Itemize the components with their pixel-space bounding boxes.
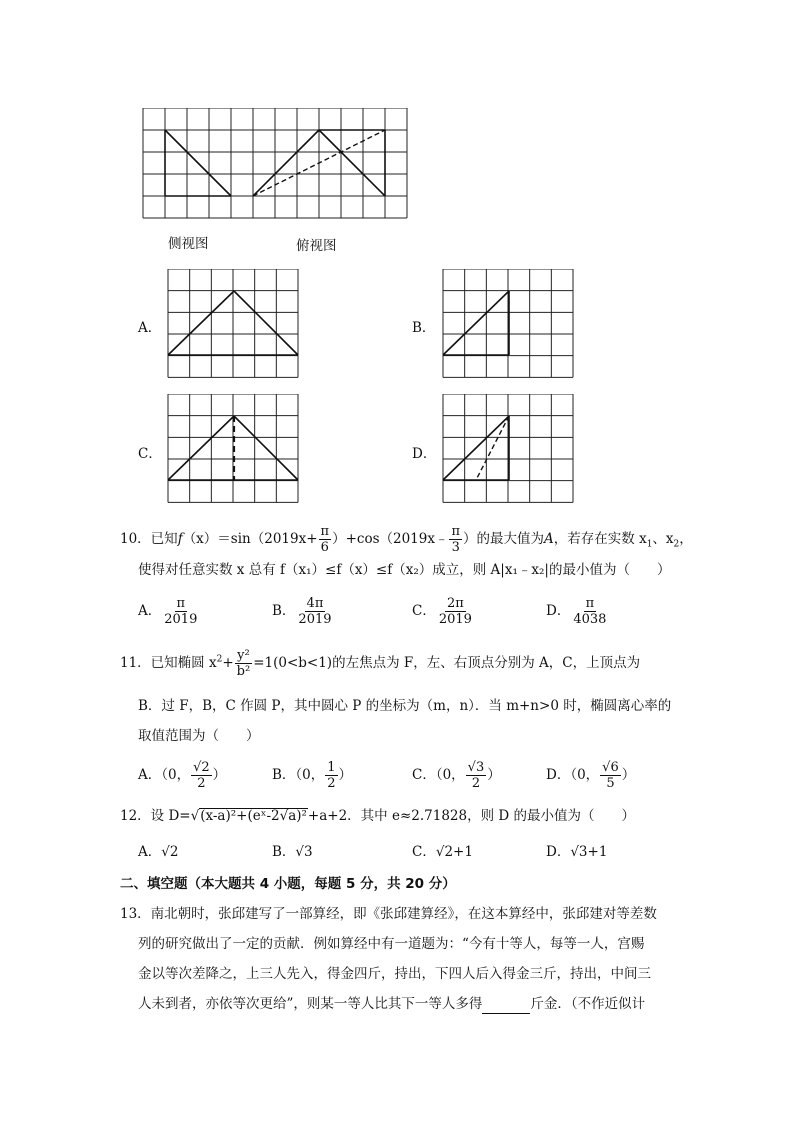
question-11-line2: B．过 F，B，C 作圆 P，其中圆心 P 的坐标为（m，n）．当 m+n>0 时，椭圆离心率的 xyxy=(138,698,672,714)
q11-option-b[interactable]: B．（0， $\frac{1}{2}$ ） xyxy=(272,760,353,791)
q11-option-d[interactable]: D．（0， $\frac{√6}{5}$ ） xyxy=(546,760,636,791)
question-11-line1: 11．已知椭圆 $x^2+$ $\frac{\text{y²}}{\text{b²}}$ =1(0<b<1)的左焦点为 F，左、右顶点分别为 A，C，上顶点为 xyxy=(120,648,641,679)
section-heading: 二、填空题（本大题共 4 小题，每题 5 分，共 20 分） xyxy=(120,876,456,892)
q10-option-b[interactable]: B． $\frac{4\pi}{2019}$ xyxy=(272,596,332,627)
option-c-label[interactable]: C． xyxy=(138,446,162,462)
q12-option-b[interactable]: B．√3 xyxy=(272,844,313,860)
option-a-label[interactable]: A． xyxy=(138,320,162,336)
option-d-figure[interactable] xyxy=(441,394,575,506)
q10-option-c[interactable]: C． $\frac{2\pi}{2019}$ xyxy=(412,596,472,627)
top-view-edge xyxy=(253,130,319,196)
question-13-line1: 13．南北朝时，张邱建写了一部算经，即《张邱建算经》，在这本算经中，张邱建对等差数 xyxy=(120,906,657,922)
option-b-label[interactable]: B． xyxy=(412,320,436,336)
question-10-line1: 10．已知f（x）＝sin（2019x+ $\frac{\pi}{6}$ ）+cos（2019x﹣ $\frac{\pi}{3}$ ）的最大值为A，若存在实数 $x_1$、$x_2$， xyxy=(120,524,693,555)
q10-option-d[interactable]: D． $\frac{\pi}{4038}$ xyxy=(546,596,607,627)
question-11-line3: 取值范围为（ ） xyxy=(138,728,260,744)
question-13-line4: 人未到者，亦依等次更给”，则某一等人比其下一等人多得 斤金．（不作近似计 xyxy=(138,996,646,1012)
top-view-edge xyxy=(319,130,385,196)
question-10-line2: 使得对任意实数 x 总有 f（x₁）≤f（x）≤f（x₂）成立，则 A|x₁﹣x₂|的最小值为（ ） xyxy=(138,562,671,578)
q11-option-a[interactable]: A．（0， $\frac{√2}{2}$ ） xyxy=(138,760,227,791)
answer-blank[interactable] xyxy=(482,999,530,1014)
q11-option-c[interactable]: C．（0， $\frac{√3}{2}$ ） xyxy=(412,760,501,791)
question-12-line1: 12．设 D=√(x-a)²+(eˣ-2√a)²+a+2．其中 e≈2.71828，则 D 的最小值为（ ） xyxy=(120,808,636,824)
option-d-label[interactable]: D． xyxy=(412,446,437,462)
fraction-pi-6: $\frac{\pi}{6}$ xyxy=(320,524,330,555)
option-a-figure[interactable] xyxy=(166,269,300,381)
three-view-figure xyxy=(140,108,410,220)
fraction-y2-b2: $\frac{\text{y²}}{\text{b²}}$ xyxy=(236,648,251,679)
question-13-line3: 金以等次差降之，上三人先入，得金四斤，持出，下四人后入得金三斤，持出，中间三 xyxy=(138,966,651,982)
question-13-line2: 列的研究做出了一定的贡献．例如算经中有一道题为：“今有十等人，每等一人，宫赐 xyxy=(138,936,645,952)
q12-option-c[interactable]: C．√2+1 xyxy=(412,844,473,860)
side-view-edge xyxy=(165,130,231,196)
option-b-figure[interactable] xyxy=(441,269,575,381)
q10-option-a[interactable]: A． $\frac{\pi}{2019}$ xyxy=(138,596,198,627)
fraction-pi-3: $\frac{\pi}{3}$ xyxy=(451,524,461,555)
q12-option-d[interactable]: D．√3+1 xyxy=(546,844,608,860)
q12-option-a[interactable]: A．√2 xyxy=(138,844,179,860)
top-view-label: 俯视图 xyxy=(296,238,337,254)
option-c-figure[interactable] xyxy=(166,394,300,506)
side-view-label: 侧视图 xyxy=(168,236,209,252)
